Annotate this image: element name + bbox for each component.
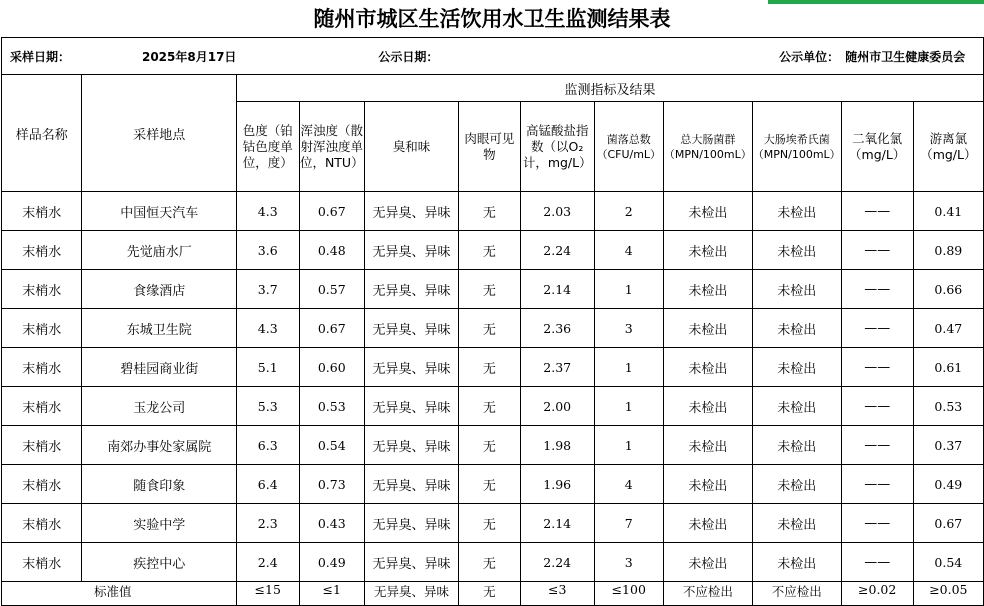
publish-date-label: 公示日期： — [299, 38, 458, 75]
cell-turbidity: 0.60 — [299, 348, 365, 387]
cell-location: 南郊办事处家属院 — [82, 426, 236, 465]
cell-color: 2.3 — [236, 504, 299, 543]
cell-odor: 无异臭、异味 — [365, 231, 459, 270]
meta-spacer — [236, 38, 299, 75]
cell-permanganate: 2.00 — [520, 387, 594, 426]
cell-total-coliform: 未检出 — [663, 465, 752, 504]
cell-turbidity: 0.67 — [299, 192, 365, 231]
cell-colony-count: 2 — [594, 192, 663, 231]
cell-colony-count: 7 — [594, 504, 663, 543]
cell-visible-matter: 无 — [458, 387, 520, 426]
cell-turbidity: 0.53 — [299, 387, 365, 426]
table-row — [2, 192, 984, 231]
cell-chlorine-dioxide: —— — [841, 348, 913, 387]
standard-odor: 无异臭、异味 — [365, 582, 459, 606]
cell-odor: 无异臭、异味 — [365, 543, 459, 582]
header-colony-count: 菌落总数（CFU/mL） — [594, 102, 663, 192]
cell-chlorine-dioxide: —— — [841, 387, 913, 426]
cell-sample-name: 末梢水 — [2, 504, 82, 543]
cell-sample-name: 末梢水 — [2, 348, 82, 387]
cell-total-coliform: 未检出 — [663, 192, 752, 231]
cell-location: 疾控中心 — [82, 543, 236, 582]
table-row — [2, 426, 984, 465]
cell-sample-name: 末梢水 — [2, 231, 82, 270]
cell-odor: 无异臭、异味 — [365, 270, 459, 309]
cell-color: 6.4 — [236, 465, 299, 504]
cell-chlorine-dioxide: —— — [841, 192, 913, 231]
cell-permanganate: 2.14 — [520, 270, 594, 309]
cell-turbidity: 0.57 — [299, 270, 365, 309]
cell-odor: 无异臭、异味 — [365, 504, 459, 543]
cell-color: 4.3 — [236, 192, 299, 231]
standard-chlorine-dioxide: ≥0.02 — [841, 582, 913, 606]
cell-color: 6.3 — [236, 426, 299, 465]
cell-chlorine-dioxide: —— — [841, 270, 913, 309]
cell-visible-matter: 无 — [458, 504, 520, 543]
cell-chlorine-dioxide: —— — [841, 543, 913, 582]
cell-turbidity: 0.43 — [299, 504, 365, 543]
cell-color: 4.3 — [236, 309, 299, 348]
meta-row — [2, 38, 984, 75]
header-turbidity: 浑浊度（散射浑浊度单位，NTU） — [299, 102, 365, 192]
standard-ecoli: 不应检出 — [752, 582, 841, 606]
standard-permanganate: ≤3 — [520, 582, 594, 606]
cell-ecoli: 未检出 — [752, 465, 841, 504]
cell-sample-name: 末梢水 — [2, 270, 82, 309]
page-title: 随州市城区生活饮用水卫生监测结果表 — [313, 6, 671, 31]
cell-sample-name: 末梢水 — [2, 465, 82, 504]
cell-chlorine-dioxide: —— — [841, 309, 913, 348]
cell-sample-name: 末梢水 — [2, 543, 82, 582]
cell-free-chlorine: 0.53 — [913, 387, 983, 426]
table-row — [2, 387, 984, 426]
cell-color: 3.7 — [236, 270, 299, 309]
cell-free-chlorine: 0.41 — [913, 192, 983, 231]
table-row — [2, 309, 984, 348]
cell-free-chlorine: 0.66 — [913, 270, 983, 309]
cell-visible-matter: 无 — [458, 309, 520, 348]
cell-color: 3.6 — [236, 231, 299, 270]
standard-turbidity: ≤1 — [299, 582, 365, 606]
cell-permanganate: 2.24 — [520, 231, 594, 270]
cell-location: 玉龙公司 — [82, 387, 236, 426]
header-row-group — [2, 75, 984, 102]
cell-total-coliform: 未检出 — [663, 543, 752, 582]
cell-ecoli: 未检出 — [752, 426, 841, 465]
cell-location: 食缘酒店 — [82, 270, 236, 309]
cell-free-chlorine: 0.54 — [913, 543, 983, 582]
cell-colony-count: 1 — [594, 348, 663, 387]
cell-sample-name: 末梢水 — [2, 387, 82, 426]
cell-location: 碧桂园商业街 — [82, 348, 236, 387]
table-row — [2, 348, 984, 387]
cell-total-coliform: 未检出 — [663, 426, 752, 465]
cell-location: 随食印象 — [82, 465, 236, 504]
cell-free-chlorine: 0.61 — [913, 348, 983, 387]
publish-unit-value: 随州市卫生健康委员会 — [841, 38, 983, 75]
cell-total-coliform: 未检出 — [663, 270, 752, 309]
header-odor: 臭和味 — [365, 102, 459, 192]
cell-turbidity: 0.73 — [299, 465, 365, 504]
header-color: 色度（铂钴色度单位，度） — [236, 102, 299, 192]
cell-turbidity: 0.49 — [299, 543, 365, 582]
cell-ecoli: 未检出 — [752, 387, 841, 426]
cell-permanganate: 2.36 — [520, 309, 594, 348]
meta-spacer — [520, 38, 594, 75]
cell-turbidity: 0.67 — [299, 309, 365, 348]
cell-total-coliform: 未检出 — [663, 231, 752, 270]
cell-ecoli: 未检出 — [752, 504, 841, 543]
cell-colony-count: 3 — [594, 309, 663, 348]
cell-odor: 无异臭、异味 — [365, 387, 459, 426]
cell-colony-count: 3 — [594, 543, 663, 582]
standard-colony-count: ≤100 — [594, 582, 663, 606]
cell-ecoli: 未检出 — [752, 192, 841, 231]
cell-colony-count: 1 — [594, 387, 663, 426]
results-table — [1, 37, 984, 606]
cell-colony-count: 4 — [594, 465, 663, 504]
cell-ecoli: 未检出 — [752, 543, 841, 582]
cell-location: 东城卫生院 — [82, 309, 236, 348]
header-sample-name: 样品名称 — [2, 75, 82, 192]
cell-odor: 无异臭、异味 — [365, 192, 459, 231]
cell-permanganate: 2.14 — [520, 504, 594, 543]
standard-visible-matter: 无 — [458, 582, 520, 606]
cell-odor: 无异臭、异味 — [365, 348, 459, 387]
header-permanganate: 高锰酸盐指数（以O₂计，mg/L） — [520, 102, 594, 192]
cell-visible-matter: 无 — [458, 231, 520, 270]
cell-color: 5.1 — [236, 348, 299, 387]
cell-free-chlorine: 0.47 — [913, 309, 983, 348]
table-row — [2, 504, 984, 543]
header-indicators-group: 监测指标及结果 — [236, 75, 983, 102]
cell-visible-matter: 无 — [458, 348, 520, 387]
header-location: 采样地点 — [82, 75, 236, 192]
standard-color: ≤15 — [236, 582, 299, 606]
cell-chlorine-dioxide: —— — [841, 465, 913, 504]
cell-sample-name: 末梢水 — [2, 426, 82, 465]
cell-ecoli: 未检出 — [752, 309, 841, 348]
cell-permanganate: 2.37 — [520, 348, 594, 387]
header-chlorine-dioxide: 二氧化氯（mg/L） — [841, 102, 913, 192]
cell-visible-matter: 无 — [458, 192, 520, 231]
meta-spacer — [594, 38, 663, 75]
cell-color: 2.4 — [236, 543, 299, 582]
cell-free-chlorine: 0.37 — [913, 426, 983, 465]
cell-odor: 无异臭、异味 — [365, 426, 459, 465]
cell-permanganate: 1.96 — [520, 465, 594, 504]
table-row — [2, 270, 984, 309]
table-row — [2, 465, 984, 504]
cell-chlorine-dioxide: —— — [841, 504, 913, 543]
cell-location: 先觉庙水厂 — [82, 231, 236, 270]
cell-total-coliform: 未检出 — [663, 309, 752, 348]
cell-ecoli: 未检出 — [752, 270, 841, 309]
cell-visible-matter: 无 — [458, 465, 520, 504]
table-row — [2, 543, 984, 582]
cell-location: 实验中学 — [82, 504, 236, 543]
cell-total-coliform: 未检出 — [663, 387, 752, 426]
cell-odor: 无异臭、异味 — [365, 309, 459, 348]
cell-chlorine-dioxide: —— — [841, 231, 913, 270]
cell-visible-matter: 无 — [458, 543, 520, 582]
cell-turbidity: 0.54 — [299, 426, 365, 465]
cell-permanganate: 2.03 — [520, 192, 594, 231]
cell-free-chlorine: 0.89 — [913, 231, 983, 270]
publish-date-value — [458, 38, 520, 75]
standard-label: 标准值 — [2, 582, 237, 606]
cell-color: 5.3 — [236, 387, 299, 426]
cell-location: 中国恒天汽车 — [82, 192, 236, 231]
cell-colony-count: 1 — [594, 426, 663, 465]
cell-colony-count: 4 — [594, 231, 663, 270]
cell-sample-name: 末梢水 — [2, 309, 82, 348]
standard-free-chlorine: ≥0.05 — [913, 582, 983, 606]
sample-date-value: 2025年8月17日 — [82, 38, 236, 75]
cell-total-coliform: 未检出 — [663, 348, 752, 387]
standard-row — [2, 582, 984, 606]
cell-sample-name: 末梢水 — [2, 192, 82, 231]
cell-odor: 无异臭、异味 — [365, 465, 459, 504]
cell-ecoli: 未检出 — [752, 231, 841, 270]
sample-date-label: 采样日期： — [2, 38, 82, 75]
cell-ecoli: 未检出 — [752, 348, 841, 387]
cell-permanganate: 1.98 — [520, 426, 594, 465]
cell-free-chlorine: 0.49 — [913, 465, 983, 504]
header-free-chlorine: 游离氯（mg/L） — [913, 102, 983, 192]
header-visible-matter: 肉眼可见物 — [458, 102, 520, 192]
cell-visible-matter: 无 — [458, 270, 520, 309]
data-rows — [2, 192, 984, 582]
header-ecoli: 大肠埃希氏菌（MPN/100mL） — [752, 102, 841, 192]
cell-chlorine-dioxide: —— — [841, 426, 913, 465]
standard-total-coliform: 不应检出 — [663, 582, 752, 606]
cell-total-coliform: 未检出 — [663, 504, 752, 543]
table-row — [2, 231, 984, 270]
header-total-coliform: 总大肠菌群（MPN/100mL） — [663, 102, 752, 192]
publish-unit-label: 公示单位： — [663, 38, 841, 75]
cell-permanganate: 2.24 — [520, 543, 594, 582]
cell-colony-count: 1 — [594, 270, 663, 309]
cell-visible-matter: 无 — [458, 426, 520, 465]
cell-free-chlorine: 0.67 — [913, 504, 983, 543]
cell-turbidity: 0.48 — [299, 231, 365, 270]
